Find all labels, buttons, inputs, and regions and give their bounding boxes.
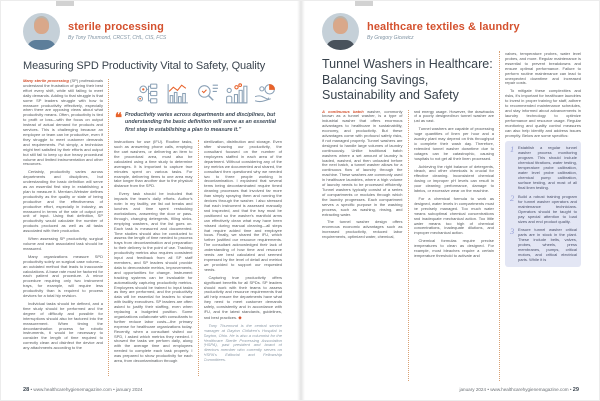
author-byline: By Gregory Gicewicz xyxy=(367,35,414,42)
right-columns-1-2 xyxy=(322,110,494,382)
checklist-item xyxy=(509,194,577,224)
left-article-header xyxy=(23,11,282,51)
paragraph: The tunnel washer design offers enormous economic advantages such as increased productivity, reduced labor requirements, optimized water, chemical, xyxy=(322,219,403,240)
column-rule xyxy=(198,140,199,376)
lead-in-phrase: Many sterile processing xyxy=(23,79,71,83)
right-headline-and-columns xyxy=(322,51,494,381)
page-edge-artifact xyxy=(355,1,373,6)
page-edge-artifact xyxy=(56,1,74,6)
left-column-1 xyxy=(23,79,103,376)
page-number: 29 xyxy=(572,387,579,393)
left-article-body xyxy=(23,79,282,376)
item-text: Establish a regular tunnel washer process monitoring program. This should include chemical titrations, water testing, temperature probe calibration, water level probe calibration, chemical pump calibration, surface testing, and most of all final linen testing. xyxy=(518,145,577,191)
paragraph: When assessing SP productivity, surgical volume and each associated task should be measured. xyxy=(23,236,103,251)
column-rule xyxy=(108,79,109,376)
pull-quote xyxy=(115,112,282,134)
left-column-3 xyxy=(204,140,283,376)
item-number: 1 xyxy=(510,144,515,155)
paragraph: and energy usage. However, the drawbacks of a poorly designed/run tunnel washer are just as vast. xyxy=(413,109,494,124)
right-column-1 xyxy=(322,110,403,382)
author-avatar-gregory-gicewicz xyxy=(322,13,359,50)
lead-in-phrase: A continuous batch xyxy=(322,109,368,114)
paragraph xyxy=(204,140,283,272)
right-page-footer xyxy=(459,387,579,393)
paragraph: valves, temperature probes, water level probes, and more. Regular maintenance is essential to prevent breakdowns and ensure optimal performance. Failure to perform routine maintenance can lead to unexpected downtime and increased repair costs. xyxy=(505,51,581,86)
article-headline: Tunnel Washers in Healthcare: Balancing Savings, Sustainability and Safety xyxy=(322,57,493,102)
article-headline: Measuring SPD Productivity Vital to Safety, Quality xyxy=(23,60,266,72)
numbered-checklist-box xyxy=(505,141,581,267)
paragraph-text: Capturing true productivity offers significant benefits for all SPDs. SP leaders should work with their teams to assess productivity and resource requirements that will help ensure the departments have what they need to meet customer demands safely, consistently and in accordance with IFU, and the latest standards, guidelines, and best practices. xyxy=(203,274,282,320)
paragraph: Individual tasks should be defined, and a time study should be performed and the degree of difficulty and possible for interruptions should also be factored into the measurement. When timing the decontamination process for robotic instruments, it would be necessary to consider the length of time required to correctly clean and disinfect the device and any attachments according to the xyxy=(23,300,103,351)
trend-analysis-icon xyxy=(165,82,190,105)
item-text: Ensure tunnel washer critical parts are in stock in the plant. These include belts, valves, probes, wheels, press membranes, pumps, critical motors, and critical electrical parts. While it is xyxy=(518,227,577,263)
item-number: 3 xyxy=(510,226,515,237)
right-column-3 xyxy=(505,51,581,381)
author-bio: Tony Thurmond is the central service manager at Dayton Children's Hospital in Dayton, Ohio. He is also a columnist for the Healthcare Sterile Processing Association (HSPA), past president and board of directors member who currently serves on HSPA's Editorial and Fellowship Committees. xyxy=(203,322,282,363)
productivity-icon-row xyxy=(114,79,282,111)
cost-savings-icon xyxy=(253,82,278,105)
left-page xyxy=(1,1,300,400)
end-of-article-mark: ◆ xyxy=(238,314,242,320)
paragraph-text: sterilization, distribution and storage. Even after showing our productivity, the consultant focused on the number of employees staffed in each area of the department. Without considering any of the key metrics we documented and shared, the consultant then questioned why we needed two to three people working in decontamination. I explained that several items being decontaminated require timed cleaning processes that involved far more than simply spraying them and running the devices through the washer. I also stressed that each instrument is assessed manually and inspected, and that the tray must be positioned so the washer's manifold arms can effectively clean what may have been missed during manual cleaning—all steps that require added time and employee focus. Finally, we shared the IFU, which further justified our resource requirements. The consultant acknowledged their lack of understanding of how time and resource needs are best calculated and seemed impressed by the level of detail and metrics we provided to support our requested needs. xyxy=(203,140,282,272)
item-text: Build a robust training program for tunnel washer operators and maintenance technicians. Operators should be taught to pay special attention to load sizes and end product quality. xyxy=(518,193,577,224)
author-avatar-tony-thurmond xyxy=(23,13,60,50)
column-rule xyxy=(408,110,409,382)
left-columns-2-3 xyxy=(114,140,282,376)
right-column-2 xyxy=(414,110,495,382)
right-article-header xyxy=(322,11,581,51)
pull-quote-text: Productivity varies across departments and disciplines, but understanding the basic definition will serve as an essential first step in establishing a plan to measure it.” xyxy=(125,112,277,133)
right-article-body xyxy=(322,51,581,381)
paragraph: Certainly, productivity varies across departments and disciplines, but understanding the basic definition will serve as an essential first step in establishing a plan to measure it. Merriam-Webster defines productivity as the quality or state of being productive and the effectiveness of productive effort, especially in industry, as measured in terms of the rate of output per unit of input. Using that definition, SP productivity would calculate the number of products produced as well as all tasks associated with their production. xyxy=(23,169,103,234)
column-rule xyxy=(499,51,500,381)
author-byline: By Tony Thurmond, CRCST, CHL, CIS, FCS xyxy=(68,35,167,42)
checklist-item xyxy=(509,145,577,190)
footer-meta: january 2024 • www.healthcarehygienemagazine.com • xyxy=(459,387,573,392)
section-label: healthcare textiles & laundry xyxy=(367,20,520,33)
right-page xyxy=(300,1,599,400)
left-column-2 xyxy=(114,140,193,376)
paragraph: For a chemical formula to work as designed, water levels in compartments must be precisely managed. Too much water means suboptimal chemical concentrations and inadequate mechanical action. Too little water means too high of chemical concentrations, inadequate dilutions, and improper mechanical action. xyxy=(413,196,494,236)
search-audit-icon xyxy=(195,82,220,105)
page-number: 28 xyxy=(23,387,30,393)
quote-mark-icon: ❝ xyxy=(115,110,122,125)
paragraph: Achieving the right balance of detergents, bleach, and other chemicals is crucial for effective cleaning. Inconsistent chemical dosing or improper pH levels can result in poor cleaning performance, damage to fabrics, or excessive wear on the machine. xyxy=(413,163,494,194)
footer-meta: • www.healthcarehygienemagazine.com • january 2024 xyxy=(29,387,143,392)
paragraph xyxy=(204,276,283,321)
paragraph: Tunnel washers are capable of processing huge quantities of linen per hour and a laundry plant may depend on this throughput to complete their wash day. Therefore, extended tunnel washer downtime due to outages can be catastrophic, causing hospitals to not get all their linen processed. xyxy=(413,126,494,161)
section-label: sterile processing xyxy=(68,20,164,33)
paragraph xyxy=(23,79,103,167)
paragraph: instructions for use (IFU). Routine tasks, such as answering phone calls, emptying the cart washers, or delivering an item to the procedural area, must also be calculated using a time study to determine averages. It is important to capture true minutes spent on various tasks. For example, delivering items to one area may take longer than another due to the physical distance from the SPD. xyxy=(114,140,193,189)
left-page-footer xyxy=(23,387,143,393)
checklist-item xyxy=(509,227,577,262)
paragraph: Chemical formulas require precise temperatures to clean as designed. For example, most bleaches require a certain temperature threshold to activate and xyxy=(413,238,494,258)
paragraph-text: washer, commonly known as a tunnel washer, is a type of industrial washer that offers enormous advantages to healthcare in sustainability, economy, and productivity. But these advantages come with profound safety risks, if not managed properly. Tunnel washers are designed to handle large volumes of laundry continuously. Unlike traditional batch washers where a set amount of laundry is loaded, washed, and then unloaded before the next batch, a tunnel washer allows for a continuous flow of laundry through the machine. These washers are commonly used in healthcare laundries, where a high volume of laundry needs to be processed efficiently. Tunnel washers typically consist of a series of compartments or modules through which the laundry progresses. Each compartment serves a specific purpose in the washing process, such as washing, rinsing, and extracting water. xyxy=(322,109,403,217)
left-columns-2-3-wrap xyxy=(114,79,282,376)
growth-metrics-icon xyxy=(224,82,249,105)
paragraph: Every task should be included that impacts the team's daily efforts. Author's note: In my facility, we list out breaks and lunches and time spent restocking workstations, answering the door or pass-through, changing detergents, filling sinks, emptying washers, and the list goes on. Each task is measured and documented. Time studies should also be conducted to assess the length of time needed to process trays from decontamination and preparation to their delivery to the point of use. Tracking productivity metrics also requires consistent input and feedback from all SP staff members, and SP leaders should provide data to demonstrate metrics, improvements, and opportunities for change. Instrument tracking systems can be invaluable for automatically capturing productivity metrics. Employees should be trained to input tasks as they are performed, and the productivity data will be essential for leaders to share with facility executives. SP leaders are often asked to justify their staffing, even when replacing a budgeted position. Some organizations collaborate with consultants to further reduce labor costs—the primary expense for healthcare organizations today. Recently, when a consultant visited our SPD, I asked which metrics they needed. I showed the tasks we perform daily, along with the average time and employees needed to complete each task properly. I was prepared to show productivity for each area, from decontamination through xyxy=(114,191,193,364)
paragraph xyxy=(322,110,403,218)
paragraph: Many organizations measure SPD productivity solely on surgical case volume—an outdated method that leads to inaccurate calculations. A base rate must be factored for each patient and procedure. A minor procedure requiring only two instrument trays, for example, will require less productivity than is required to process devices for a total hip revision. xyxy=(23,253,103,299)
paragraph-text: (SP) professionals understand the frustration of giving their best effort every shift, while still failing to meet daily demands. Adding to that struggle is that some SP leaders struggle with how to measure productivity effectively, especially when there are opposing views about what productivity means. Often, productivity is tied to profit or loss—with the focus on output instead of actual demand for products and services. This is challenging because an employee or team can be productive, even if they struggle to meet customer demands and requirements. Put simply, a technician might feel satisfied by their efforts and output but still fail to keep up due heavy procedural volume and limited instrumentation and other resources. xyxy=(23,79,103,167)
item-number: 2 xyxy=(510,192,515,203)
process-flow-icon xyxy=(136,82,161,105)
paragraph: To mitigate these complexities and risks, it's important for healthcare laundries to invest in proper training for staff, adhere to recommended maintenance schedules, and stay informed about advancements in laundry technology to optimize performance and resource usage. Regular monitoring and quality control measures can also help identify and address issues promptly. Below are some specifics: xyxy=(505,88,581,138)
